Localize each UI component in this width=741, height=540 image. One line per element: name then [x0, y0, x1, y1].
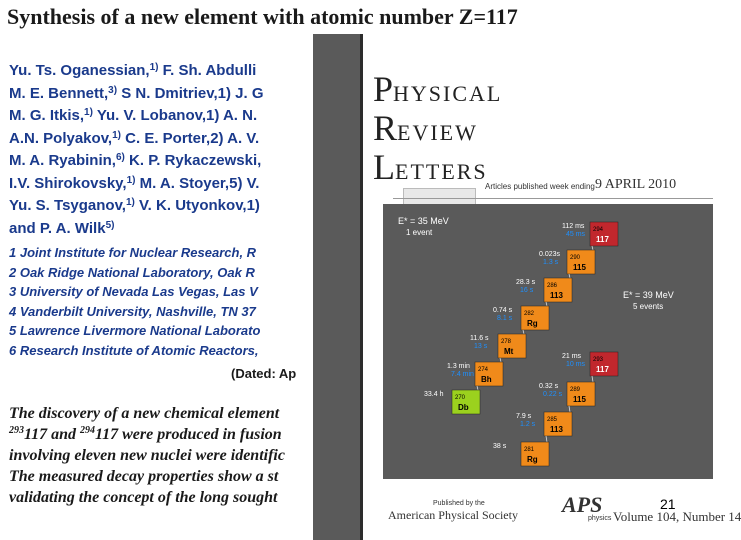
half-life-label-measured: 1.3 s — [543, 259, 559, 266]
nuclide-element: 117 — [596, 365, 609, 374]
author-name: M. A. Ryabinin, — [9, 152, 116, 169]
abstract — [9, 403, 285, 508]
nuclide-element: Rg — [527, 319, 538, 328]
published-weekly: Articles published week ending — [485, 182, 595, 191]
nuclide-element: 113 — [550, 425, 563, 434]
decay-chain-diagram — [363, 34, 723, 540]
nuclide-mass: 293 — [593, 357, 604, 363]
half-life-label-measured: 8.1 s — [497, 315, 513, 322]
half-life-label-measured: 13 s — [474, 343, 488, 350]
diagram-background — [383, 204, 713, 479]
abstract-text: 117 and — [24, 426, 81, 443]
half-life-label: 0.74 s — [493, 307, 513, 314]
half-life-label: 7.9 s — [516, 413, 532, 420]
author-affil-sup: 1) — [149, 62, 159, 73]
half-life-label: 0.023s — [539, 251, 561, 258]
journal-cover-page — [360, 34, 741, 540]
journal-title-rest: EVIEW — [397, 120, 478, 145]
events-label-top: 1 event — [406, 228, 433, 237]
author-affil-sup: 1) — [112, 129, 121, 141]
half-life-label-measured: 7.4 min — [451, 371, 474, 378]
abstract-line: The measured decay properties show a st — [9, 468, 279, 485]
issue-date: 9 APRIL 2010 — [595, 177, 677, 192]
publisher-name: American Physical Society — [388, 508, 518, 522]
abstract-line: involving eleven new nuclei were identific — [9, 447, 285, 464]
nuclide-mass: 290 — [570, 255, 581, 261]
journal-title-rest: ETTERS — [395, 159, 488, 184]
author-name: A.N. Polyakov, — [9, 129, 113, 147]
nuclide-mass: 286 — [547, 283, 558, 289]
author-name: M. G. Itkis, — [9, 107, 85, 124]
slide-title: Synthesis of a new element with atomic number Z=117 — [7, 4, 518, 29]
nuclide-mass: 294 — [593, 227, 604, 233]
author-affil-sup: 1) — [84, 107, 93, 118]
author-affil-sup: 1) — [125, 197, 135, 208]
half-life-label: 0.32 s — [539, 383, 559, 390]
aps-logo-sub: physics — [588, 515, 612, 522]
author-rest: C. E. Porter,2) A. V. — [121, 129, 260, 147]
half-life-label: 21 ms — [562, 353, 582, 360]
nuclide-mass: 274 — [478, 367, 489, 373]
half-life-label-measured: 45 ms — [566, 231, 586, 238]
author-name: Yu. Ts. Oganessian, — [9, 62, 150, 79]
author-name: Yu. S. Tsyganov, — [9, 197, 126, 214]
affiliation-item: 2 Oak Ridge National Laboratory, Oak R — [9, 264, 255, 280]
nuclide-element: 115 — [573, 263, 586, 272]
author-affil-sup: 6) — [115, 152, 125, 163]
nuclide-element: 117 — [596, 235, 609, 244]
author-name: and P. A. Wilk — [9, 219, 106, 237]
nuclide-element: Db — [458, 403, 469, 412]
author-name: M. E. Bennett, — [9, 84, 109, 102]
aps-logo: APS — [562, 492, 603, 517]
journal-title-initial: R — [373, 108, 398, 148]
half-life-label-measured: 0.22 s — [543, 391, 563, 398]
affiliation-list — [9, 243, 260, 360]
nuclide-element: Rg — [527, 455, 538, 464]
energy-label-bottom: E* = 39 MeV — [623, 290, 674, 300]
affiliation-item: 4 Vanderbilt University, Nashville, TN 37 — [9, 303, 256, 319]
nuclide-mass: 282 — [524, 311, 535, 317]
journal-title-initial: P — [373, 69, 394, 109]
nuclide-mass: 289 — [570, 387, 581, 393]
author-rest: F. Sh. Abdulli — [158, 62, 257, 79]
journal-title-rest: HYSICAL — [393, 81, 503, 106]
author-affil-sup: 3) — [108, 84, 118, 96]
nuclide-mass: 270 — [455, 395, 466, 401]
abstract-line: validating the concept of the long sought — [9, 489, 278, 506]
abstract-text: 117 were produced in fusion — [95, 426, 282, 443]
author-rest: V. K. Utyonkov,1) — [134, 197, 260, 214]
affiliation-item: 3 University of Nevada Las Vegas, Las V — [9, 284, 258, 299]
author-rest: Yu. V. Lobanov,1) A. N. — [92, 107, 258, 124]
volume-number: Volume 104, Number 14 — [613, 509, 741, 524]
mass-number-sup: 293 — [9, 425, 24, 436]
nuclide-element: 115 — [573, 395, 586, 404]
half-life-label-measured: 10 ms — [566, 361, 586, 368]
half-life-label: 33.4 h — [424, 391, 444, 398]
half-life-label: 11.6 s — [470, 335, 489, 342]
nuclide-element: Mt — [504, 347, 514, 356]
half-life-label-measured: 1.2 s — [520, 421, 536, 428]
author-rest: S N. Dmitriev,1) J. G — [117, 84, 264, 102]
author-affil-sup: 5) — [105, 219, 115, 231]
abstract-line: The discovery of a new chemical element — [9, 405, 280, 422]
affiliation-item: 1 Joint Institute for Nuclear Research, R — [9, 245, 257, 260]
abstract-line — [9, 424, 285, 445]
half-life-label: 38 s — [493, 443, 507, 450]
author-rest: M. A. Stoyer,5) V. — [135, 174, 260, 192]
author-rest: K. P. Rykaczewski, — [124, 152, 262, 169]
half-life-label-measured: 16 s — [520, 287, 534, 294]
author-name: I.V. Shirokovsky, — [9, 174, 127, 192]
energy-label-top: E* = 35 MeV — [398, 216, 449, 226]
nuclide-mass: 278 — [501, 339, 512, 345]
events-label-bottom: 5 events — [633, 302, 664, 311]
publisher-small: Published by the — [433, 500, 485, 507]
mass-number-sup: 294 — [80, 425, 96, 436]
nuclide-mass: 285 — [547, 417, 558, 423]
half-life-label: 112 ms — [562, 223, 585, 230]
author-affil-sup: 1) — [126, 174, 136, 186]
affiliation-item: 5 Lawrence Livermore National Laborato — [9, 323, 261, 338]
journal-title-initial: L — [373, 147, 395, 187]
nuclide-element: 113 — [550, 291, 563, 300]
dated-line: (Dated: Ap — [231, 366, 297, 381]
journal-cover — [313, 34, 741, 540]
nuclide-mass: 281 — [524, 447, 535, 453]
nuclide-element: Bh — [481, 375, 492, 384]
page-number: 21 — [660, 496, 676, 512]
half-life-label: 28.3 s — [516, 279, 536, 286]
half-life-label: 1.3 min — [447, 363, 470, 370]
affiliation-item: 6 Research Institute of Atomic Reactors, — [9, 342, 259, 358]
